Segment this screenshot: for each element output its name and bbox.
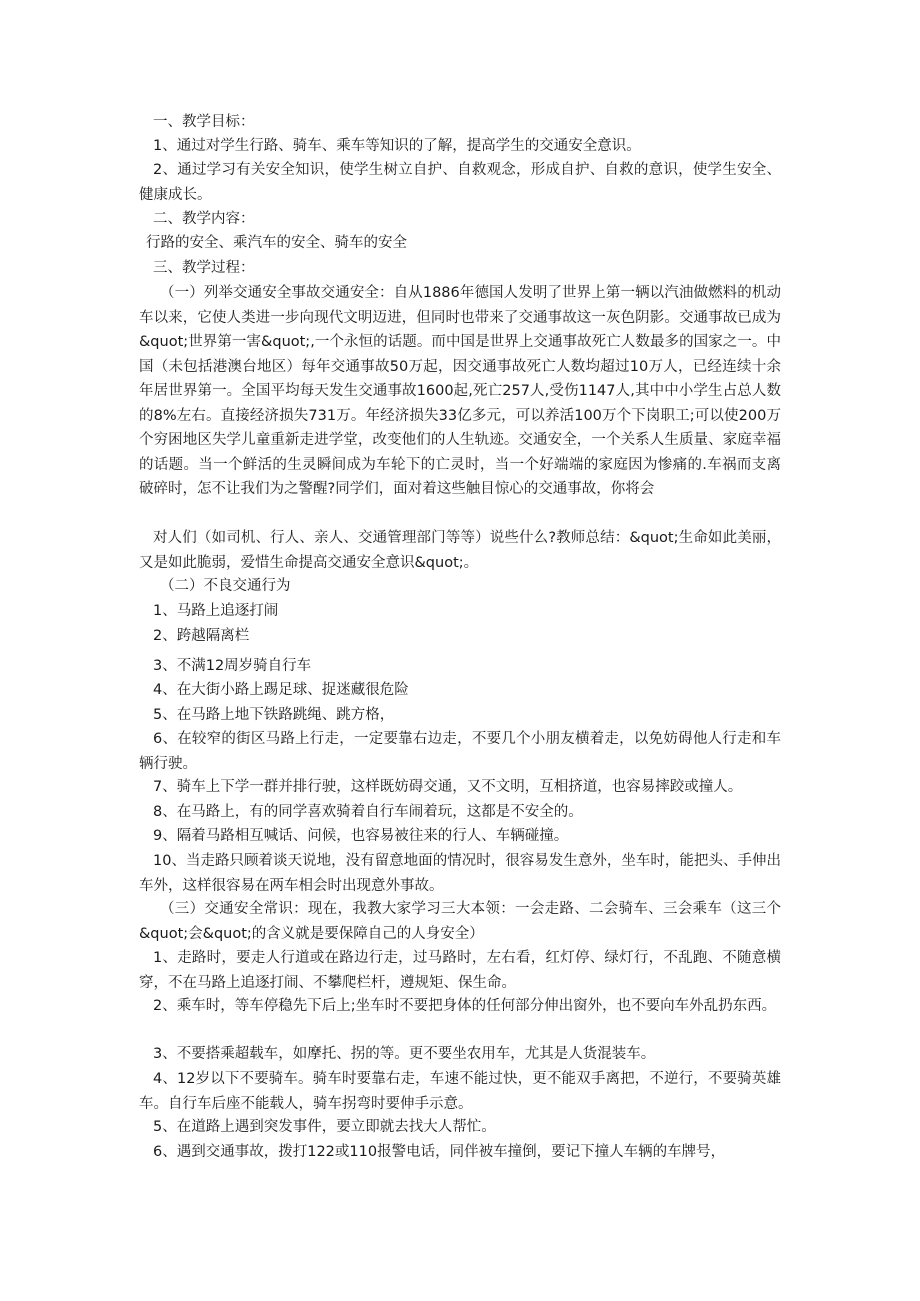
paragraph: 对人们（如司机、行人、亲人、交通管理部门等等）说些什么?教师总结：&quot;生命如此美丽，又是如此脆弱，爱惜生命提高交通安全意识&quot;。 bbox=[139, 530, 781, 571]
paragraph: 10、当走路只顾着谈天说地，没有留意地面的情况时，很容易发生意外，坐车时，能把头、手伸出车外，这样很容易在两车相会时出现意外事故。 bbox=[139, 853, 781, 894]
process-part-1 bbox=[139, 281, 781, 502]
paragraph: 三、教学过程： bbox=[153, 260, 255, 276]
bad-behavior-item bbox=[139, 727, 781, 776]
paragraph: 8、在马路上，有的同学喜欢骑着自行车闹着玩，这都是不安全的。 bbox=[153, 804, 583, 820]
bad-behaviors-heading bbox=[139, 574, 781, 599]
paragraph: 5、在马路上地下铁路跳绳、跳方格， bbox=[153, 707, 395, 723]
paragraph: （三）交通安全常识：现在，我教大家学习三大本领：一会走路、二会骑车、三会乘车（这三个&quot;会&quot;的含义就是要保障自己的人身安全） bbox=[139, 901, 781, 942]
safety-rule-item bbox=[139, 1140, 781, 1165]
paragraph: 4、12岁以下不要骑车。骑车时要靠右走，车速不能过快，更不能双手离把，不逆行，不要骑英雄车。自行车后座不能载人，骑车拐弯时要伸手示意。 bbox=[139, 1071, 781, 1112]
bad-behavior-item bbox=[139, 599, 781, 624]
paragraph: 9、隔着马路相互喊话、问候，也容易被往来的行人、车辆碰撞。 bbox=[153, 828, 569, 844]
paragraph: 1、马路上追逐打闹 bbox=[153, 603, 279, 619]
paragraph: 4、在大街小路上踢足球、捉迷藏很危险 bbox=[153, 682, 409, 698]
paragraph: （一）列举交通安全事故交通安全：自从1886年德国人发明了世界上第一辆以汽油做燃料的机动车以来，它使人类进一步向现代文明迈进，但同时也带来了交通事故这一灰色阴影。交通事故已成为&quot;世界第一害&quot;,一个永恒的话题。而中国是世界上交通事故死亡人数最多的国家之一。中国（未包括港澳台地区）每年交通事故50万起，因交通事故死亡人数均超过10万人，已经连续十余年居世界第一。全国平均每天发生交通事故1600起,死亡257人,受伤1147人,其中中小学生占总人数的8%左右。直接经济损失731万。年经济损失33亿多元，可以养活100万个下岗职工;可以使200万个穷困地区失学儿童重新走进学堂，改变他们的人生轨迹。交通安全，一个关系人生质量、家庭幸福的话题。当一个鲜活的生灵瞬间成为车轮下的亡灵时，当一个好端端的家庭因为惨痛的.车祸而支离破碎时，怎不让我们为之警醒?同学们，面对着这些触目惊心的交通事故，你将会 bbox=[139, 285, 781, 497]
safety-rule-item bbox=[139, 1115, 781, 1140]
bad-behavior-item bbox=[139, 703, 781, 728]
objective-item-1 bbox=[139, 134, 781, 159]
paragraph: 3、不要搭乘超载车，如摩托、拐的等。更不要坐农用车，尤其是人货混装车。 bbox=[153, 1046, 656, 1062]
paragraph: 2、跨越隔离栏 bbox=[153, 628, 250, 644]
paragraph: 1、通过对学生行路、骑车、乘车等知识的了解，提高学生的交通安全意识。 bbox=[153, 138, 641, 154]
bad-behavior-item bbox=[139, 775, 781, 800]
paragraph: 2、通过学习有关安全知识，使学生树立自护、自救观念，形成自护、自救的意识，使学生安全、健康成长。 bbox=[139, 162, 781, 203]
objective-item-2 bbox=[139, 158, 781, 207]
bad-behavior-item bbox=[139, 824, 781, 849]
paragraph: 二、教学内容： bbox=[153, 211, 255, 227]
paragraph: （二）不良交通行为 bbox=[160, 578, 291, 594]
safety-rule-item bbox=[139, 1042, 781, 1067]
paragraph: 1、走路时，要走人行道或在路边行走，过马路时，左右看，红灯停、绿灯行，不乱跑、不随意横穿，不在马路上追逐打闹、不攀爬栏杆，遵规矩、保生命。 bbox=[139, 950, 781, 991]
section-heading-process bbox=[139, 256, 781, 281]
paragraph: 一、教学目标： bbox=[153, 114, 255, 130]
paragraph: 7、骑车上下学一群并排行驶，这样既妨碍交通，又不文明，互相挤道，也容易摔跤或撞人。 bbox=[153, 779, 743, 795]
teacher-summary bbox=[139, 526, 781, 575]
section-heading-objectives bbox=[139, 110, 781, 135]
section-heading-content bbox=[139, 207, 781, 232]
bad-behavior-item bbox=[139, 849, 781, 898]
paragraph: 6、在较窄的街区马路上行走，一定要靠右边走，不要几个小朋友横着走，以免妨碍他人行走和车辆行驶。 bbox=[139, 731, 781, 772]
safety-rule-item bbox=[139, 994, 781, 1019]
safety-rule-item bbox=[139, 946, 781, 995]
paragraph: 行路的安全、乘汽车的安全、骑车的安全 bbox=[146, 235, 407, 251]
content-line bbox=[139, 231, 781, 256]
paragraph: 3、不满12周岁骑自行车 bbox=[153, 658, 312, 674]
bad-behavior-item bbox=[139, 800, 781, 825]
safety-rule-item bbox=[139, 1067, 781, 1116]
safety-knowledge-heading bbox=[139, 897, 781, 946]
paragraph: 6、遇到交通事故，拨打122或110报警电话，同伴被车撞倒，要记下撞人车辆的车牌号， bbox=[153, 1144, 726, 1160]
bad-behavior-item bbox=[139, 624, 781, 649]
paragraph: 2、乘车时，等车停稳先下后上;坐车时不要把身体的任何部分伸出窗外，也不要向车外乱扔东西。 bbox=[153, 998, 777, 1014]
bad-behavior-item bbox=[139, 678, 781, 703]
paragraph: 5、在道路上遇到突发事件，要立即就去找大人帮忙。 bbox=[153, 1119, 496, 1135]
bad-behavior-item bbox=[139, 654, 781, 679]
